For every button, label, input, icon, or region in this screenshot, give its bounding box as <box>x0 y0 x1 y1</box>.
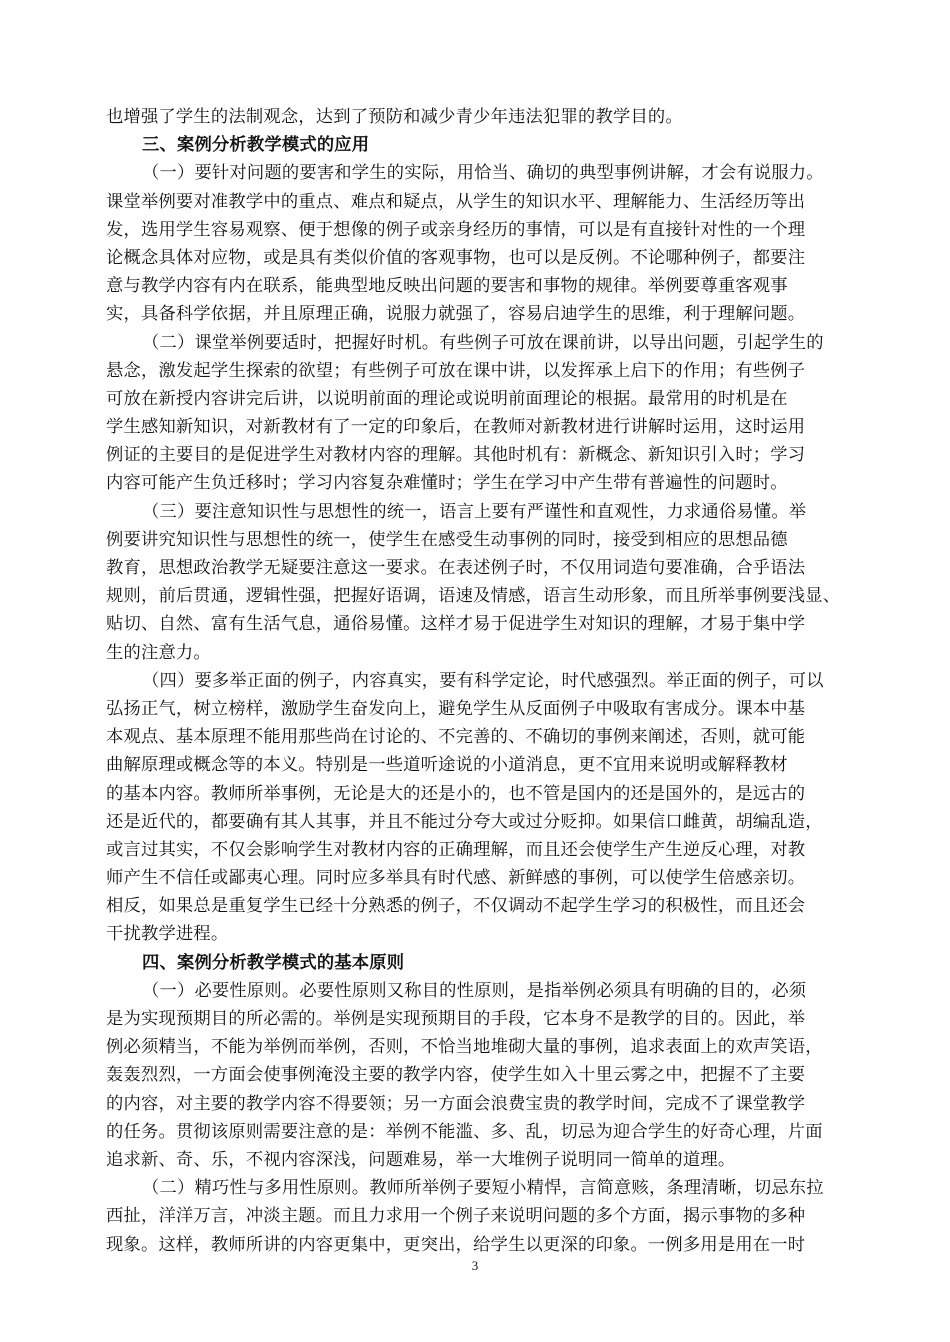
text-line: （二）精巧性与多用性原则。教师所举例子要短小精悍，言简意赅，条理清晰，切忌东拉 <box>142 1178 824 1199</box>
text-line: 论概念具体对应物，或是具有类似价值的客观事物，也可以是反例。不论哪种例子，都要注 <box>106 247 806 268</box>
text-line: 教育，思想政治教学无疑要注意这一要求。在表述例子时，不仅用词造句要准确，合乎语法 <box>106 558 806 578</box>
text-line: 现象。这样，教师所讲的内容更集中，更突出，给学生以更深的印象。一例多用是用在一时 <box>106 1234 806 1255</box>
text-line: （四）要多举正面的例子，内容真实，要有科学定论，时代感强烈。举正面的例子，可以 <box>142 670 824 691</box>
text-line: （三）要注意知识性与思想性的统一，语言上要有严谨性和直观性，力求通俗易懂。举 <box>142 501 807 522</box>
text-line: 的基本内容。教师所举事例，无论是大的还是小的，也不管是国内的还是国外的，是远古的 <box>106 783 806 804</box>
text-line: 内容可能产生负迁移时；学习内容复杂难懂时；学生在学习中产生带有普遍性的问题时。 <box>106 473 788 494</box>
text-line: 西扯，洋洋万言，冲淡主题。而且力求用一个例子来说明问题的多个方面，揭示事物的多种 <box>106 1206 806 1227</box>
text-line: 实，具备科学依据，并且原理正确，说服力就强了，容易启迪学生的思维，利于理解问题。 <box>106 304 806 325</box>
text-line: 规则，前后贯通，逻辑性强，把握好语调，语速及情感，语言生动形象，而且所举事例要浅显、 <box>106 586 841 607</box>
text-line: 生的注意力。 <box>106 642 211 663</box>
text-line: 相反，如果总是重复学生已经十分熟悉的例子，不仅调动不起学生学习的积极性，而且还会 <box>106 896 806 917</box>
text-line: 师产生不信任或鄙夷心理。同时应多举具有时代感、新鲜感的事例，可以使学生倍感亲切。 <box>106 868 806 889</box>
text-line: 学生感知新知识，对新教材有了一定的印象后，在教师对新教材进行讲解时运用，这时运用 <box>106 417 806 438</box>
text-line: 还是近代的，都要确有其人其事，并且不能过分夸大或过分贬抑。如果信口雌黄，胡编乱造， <box>106 811 823 832</box>
text-line: 意与教学内容有内在联系，能典型地反映出问题的要害和事物的规律。举例要尊重客观事 <box>106 276 788 297</box>
text-line: 例要讲究知识性与思想性的统一，使学生在感受生动事例的同时，接受到相应的思想品德 <box>106 529 788 550</box>
text-line: 的内容，对主要的教学内容不得要领；另一方面会浪费宝贵的教学时间，完成不了课堂教学 <box>106 1093 806 1114</box>
text-line: （二）课堂举例要适时，把握好时机。有些例子可放在课前讲，以导出问题，引起学生的 <box>142 332 824 353</box>
document-body <box>106 103 850 1259</box>
section-heading: 三、案例分析教学模式的应用 <box>142 135 370 156</box>
text-line: 发，选用学生容易观察、便于想像的例子或亲身经历的事情，可以是有直接针对性的一个理 <box>106 219 806 240</box>
text-line: 可放在新授内容讲完后讲，以说明前面的理论或说明前面理论的根据。最常用的时机是在 <box>106 388 788 409</box>
text-line: （一）要针对问题的要害和学生的实际，用恰当、确切的典型事例讲解，才会有说服力。 <box>142 163 824 184</box>
section-heading: 四、案例分析教学模式的基本原则 <box>142 952 405 973</box>
text-line: 例必须精当，不能为举例而举例，否则，不恰当地堆砌大量的事例，追求表面上的欢声笑语， <box>106 1037 823 1058</box>
text-line: 干扰教学进程。 <box>106 924 229 945</box>
text-line: 例证的主要目的是促进学生对教材内容的理解。其他时机有：新概念、新知识引入时；学习 <box>106 445 806 466</box>
text-line: 轰轰烈烈，一方面会使事例淹没主要的教学内容，使学生如入十里云雾之中，把握不了主要 <box>106 1065 806 1086</box>
text-line: 追求新、奇、乐，不视内容深浅，问题难易，举一大堆例子说明同一简单的道理。 <box>106 1149 736 1170</box>
text-line: 或言过其实，不仅会影响学生对教材内容的正确理解，而且还会使学生产生逆反心理，对教 <box>106 839 806 860</box>
text-line: （一）必要性原则。必要性原则又称目的性原则，是指举例必须具有明确的目的，必须 <box>142 980 807 1001</box>
text-line: 是为实现预期目的所必需的。举例是实现预期目的手段，它本身不是教学的目的。因此，举 <box>106 1009 806 1029</box>
text-line: 悬念，激发起学生探索的欲望；有些例子可放在课中讲，以发挥承上启下的作用；有些例子 <box>106 360 806 381</box>
page-number: 3 <box>471 1258 479 1273</box>
text-line: 曲解原理或概念等的本义。特别是一些道听途说的小道消息，更不宜用来说明或解释教材 <box>106 755 788 776</box>
text-line: 弘扬正气，树立榜样，激励学生奋发向上，避免学生从反面例子中吸取有害成分。课本中基 <box>106 698 806 719</box>
text-line: 也增强了学生的法制观念，达到了预防和减少青少年违法犯罪的教学目的。 <box>106 107 683 127</box>
text-line: 贴切、自然、富有生活气息，通俗易懂。这样才易于促进学生对知识的理解，才易于集中学 <box>106 614 806 635</box>
text-line: 本观点、基本原理不能用那些尚在讨论的、不完善的、不确切的事例来阐述，否则，就可能 <box>106 727 806 748</box>
text-line: 的任务。贯彻该原则需要注意的是：举例不能滥、多、乱，切忌为迎合学生的好奇心理，片面 <box>106 1121 823 1142</box>
text-line: 课堂举例要对准教学中的重点、难点和疑点，从学生的知识水平、理解能力、生活经历等出 <box>106 191 806 212</box>
